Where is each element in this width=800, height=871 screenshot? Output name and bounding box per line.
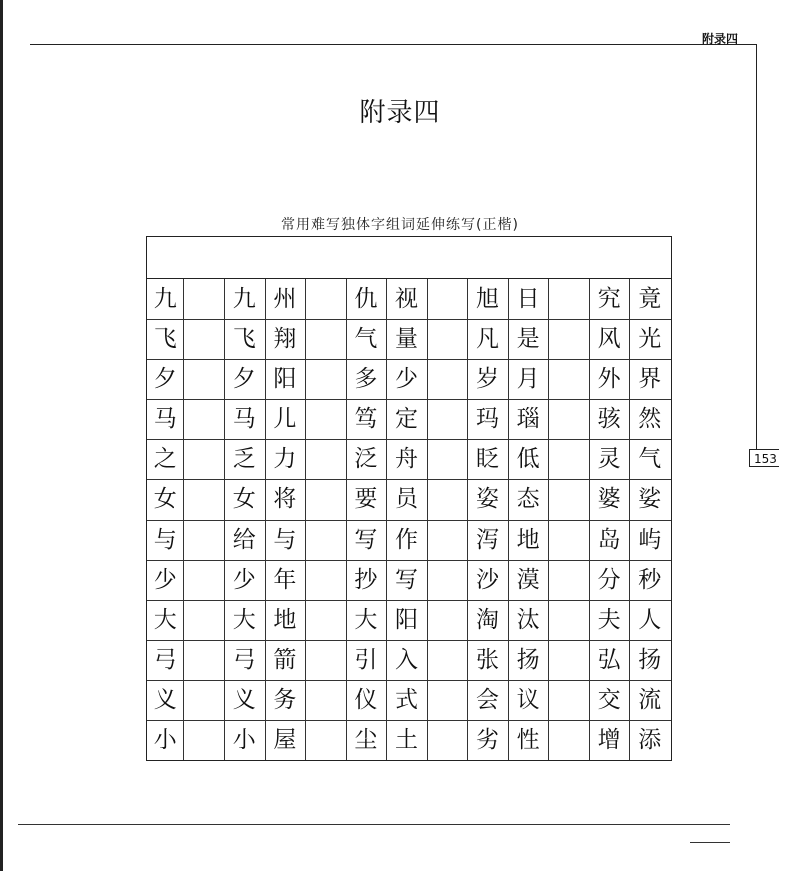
character-cell: 引 [354,646,378,673]
character-cell: 增 [597,726,621,753]
running-header: 附录四 [702,32,739,46]
character-cell: 写 [354,526,378,553]
character-cell: 大 [354,606,378,633]
character-cell: 仪 [354,686,378,713]
character-cell: 夫 [597,606,621,633]
character-cell: 风 [597,326,621,353]
character-cell: 式 [394,686,418,713]
character-cell: 马 [153,406,177,433]
character-cell: 玛 [476,406,500,433]
character-cell: 与 [273,526,297,553]
character-cell: 马 [232,406,256,433]
character-cell: 义 [232,686,256,713]
character-cell: 飞 [153,326,177,353]
character-cell: 量 [394,326,418,353]
character-cell: 流 [638,686,662,713]
character-cell: 扬 [516,646,540,673]
character-cell: 旭 [476,286,500,312]
character-cell: 淘 [476,606,500,633]
character-cell: 日 [516,286,540,312]
character-cell: 州 [273,286,297,312]
character-cell: 多 [354,366,378,393]
character-cell: 大 [232,606,256,633]
character-cell: 界 [638,366,662,393]
character-cell: 扬 [638,646,662,673]
character-cell: 态 [516,486,540,513]
sheet-subtitle: 常用难写独体字组词延伸练写(正楷) [281,217,519,233]
character-cell: 作 [394,526,418,553]
character-cell: 义 [153,686,177,713]
practice-sheet [146,236,672,761]
character-cell: 夕 [232,366,256,393]
page-title: 附录四 [359,98,441,128]
character-cell: 娑 [638,486,662,513]
character-cell: 光 [638,326,662,353]
character-cell: 尘 [354,726,378,753]
character-cell: 写 [394,566,418,593]
footer-rule-short [690,842,730,843]
character-cell: 入 [394,646,418,673]
character-cell: 交 [597,686,621,713]
character-cell: 弓 [153,646,177,673]
character-cell: 抄 [354,566,378,593]
character-cell: 泛 [354,446,378,473]
character-cell: 笃 [354,406,378,433]
character-cell: 灵 [597,446,621,473]
character-cell: 少 [232,566,256,593]
character-cell: 少 [394,366,418,393]
character-cell: 女 [232,486,256,513]
character-cell: 仇 [354,286,378,312]
header-rule [30,44,756,45]
character-cell: 定 [394,406,418,433]
character-grid [147,279,671,760]
character-cell: 要 [354,486,378,513]
character-cell: 少 [153,566,177,593]
page-left-border [0,0,3,871]
character-cell: 地 [273,606,297,633]
character-cell: 儿 [273,406,297,433]
character-cell: 屿 [638,526,662,553]
character-cell: 月 [516,366,540,393]
sheet-header-band [147,237,671,279]
character-cell: 姿 [476,486,500,513]
character-cell: 将 [273,486,297,513]
character-cell: 弓 [232,646,256,673]
character-cell: 土 [394,726,418,753]
character-cell: 分 [597,566,621,593]
character-cell: 漠 [516,566,540,593]
character-cell: 究 [597,286,621,312]
character-cell: 会 [476,686,500,713]
character-cell: 瑙 [516,406,540,433]
character-cell: 年 [273,566,297,593]
character-cell: 乏 [232,446,256,473]
character-cell: 泻 [476,526,500,553]
character-cell: 与 [153,526,177,553]
character-cell: 小 [232,726,256,753]
character-cell: 然 [638,406,662,433]
character-cell: 九 [153,286,177,312]
character-cell: 九 [232,286,256,312]
character-cell: 性 [516,726,540,753]
character-cell: 汰 [516,606,540,633]
character-cell: 竟 [638,286,662,312]
character-cell: 眨 [476,446,500,473]
character-cell: 翔 [273,326,297,353]
character-cell: 视 [394,286,418,312]
character-cell: 婆 [597,486,621,513]
character-cell: 飞 [232,326,256,353]
character-cell: 箭 [273,646,297,673]
character-cell: 岁 [476,366,500,393]
character-cell: 务 [273,686,297,713]
character-cell: 劣 [476,726,500,753]
character-cell: 舟 [394,446,418,473]
character-cell: 骇 [597,406,621,433]
footer-rule [18,824,730,825]
page-number-tab: 153 [749,449,779,467]
character-cell: 低 [516,446,540,473]
character-cell: 阳 [273,366,297,393]
character-cell: 地 [516,526,540,553]
character-cell: 凡 [476,326,500,353]
character-cell: 人 [638,606,662,633]
character-cell: 是 [516,326,540,353]
character-cell: 阳 [394,606,418,633]
character-cell: 张 [476,646,500,673]
character-cell: 添 [638,726,662,753]
character-cell: 女 [153,486,177,513]
character-cell: 沙 [476,566,500,593]
character-cell: 屋 [273,726,297,753]
character-cell: 之 [153,446,177,473]
character-cell: 岛 [597,526,621,553]
character-cell: 弘 [597,646,621,673]
character-cell: 外 [597,366,621,393]
character-cell: 员 [394,486,418,513]
character-cell: 议 [516,686,540,713]
character-cell: 秒 [638,566,662,593]
character-cell: 夕 [153,366,177,393]
character-cell: 力 [273,446,297,473]
character-cell: 大 [153,606,177,633]
character-cell: 小 [153,726,177,753]
character-cell: 给 [232,526,256,553]
character-cell: 气 [638,446,662,473]
character-cell: 气 [354,326,378,353]
